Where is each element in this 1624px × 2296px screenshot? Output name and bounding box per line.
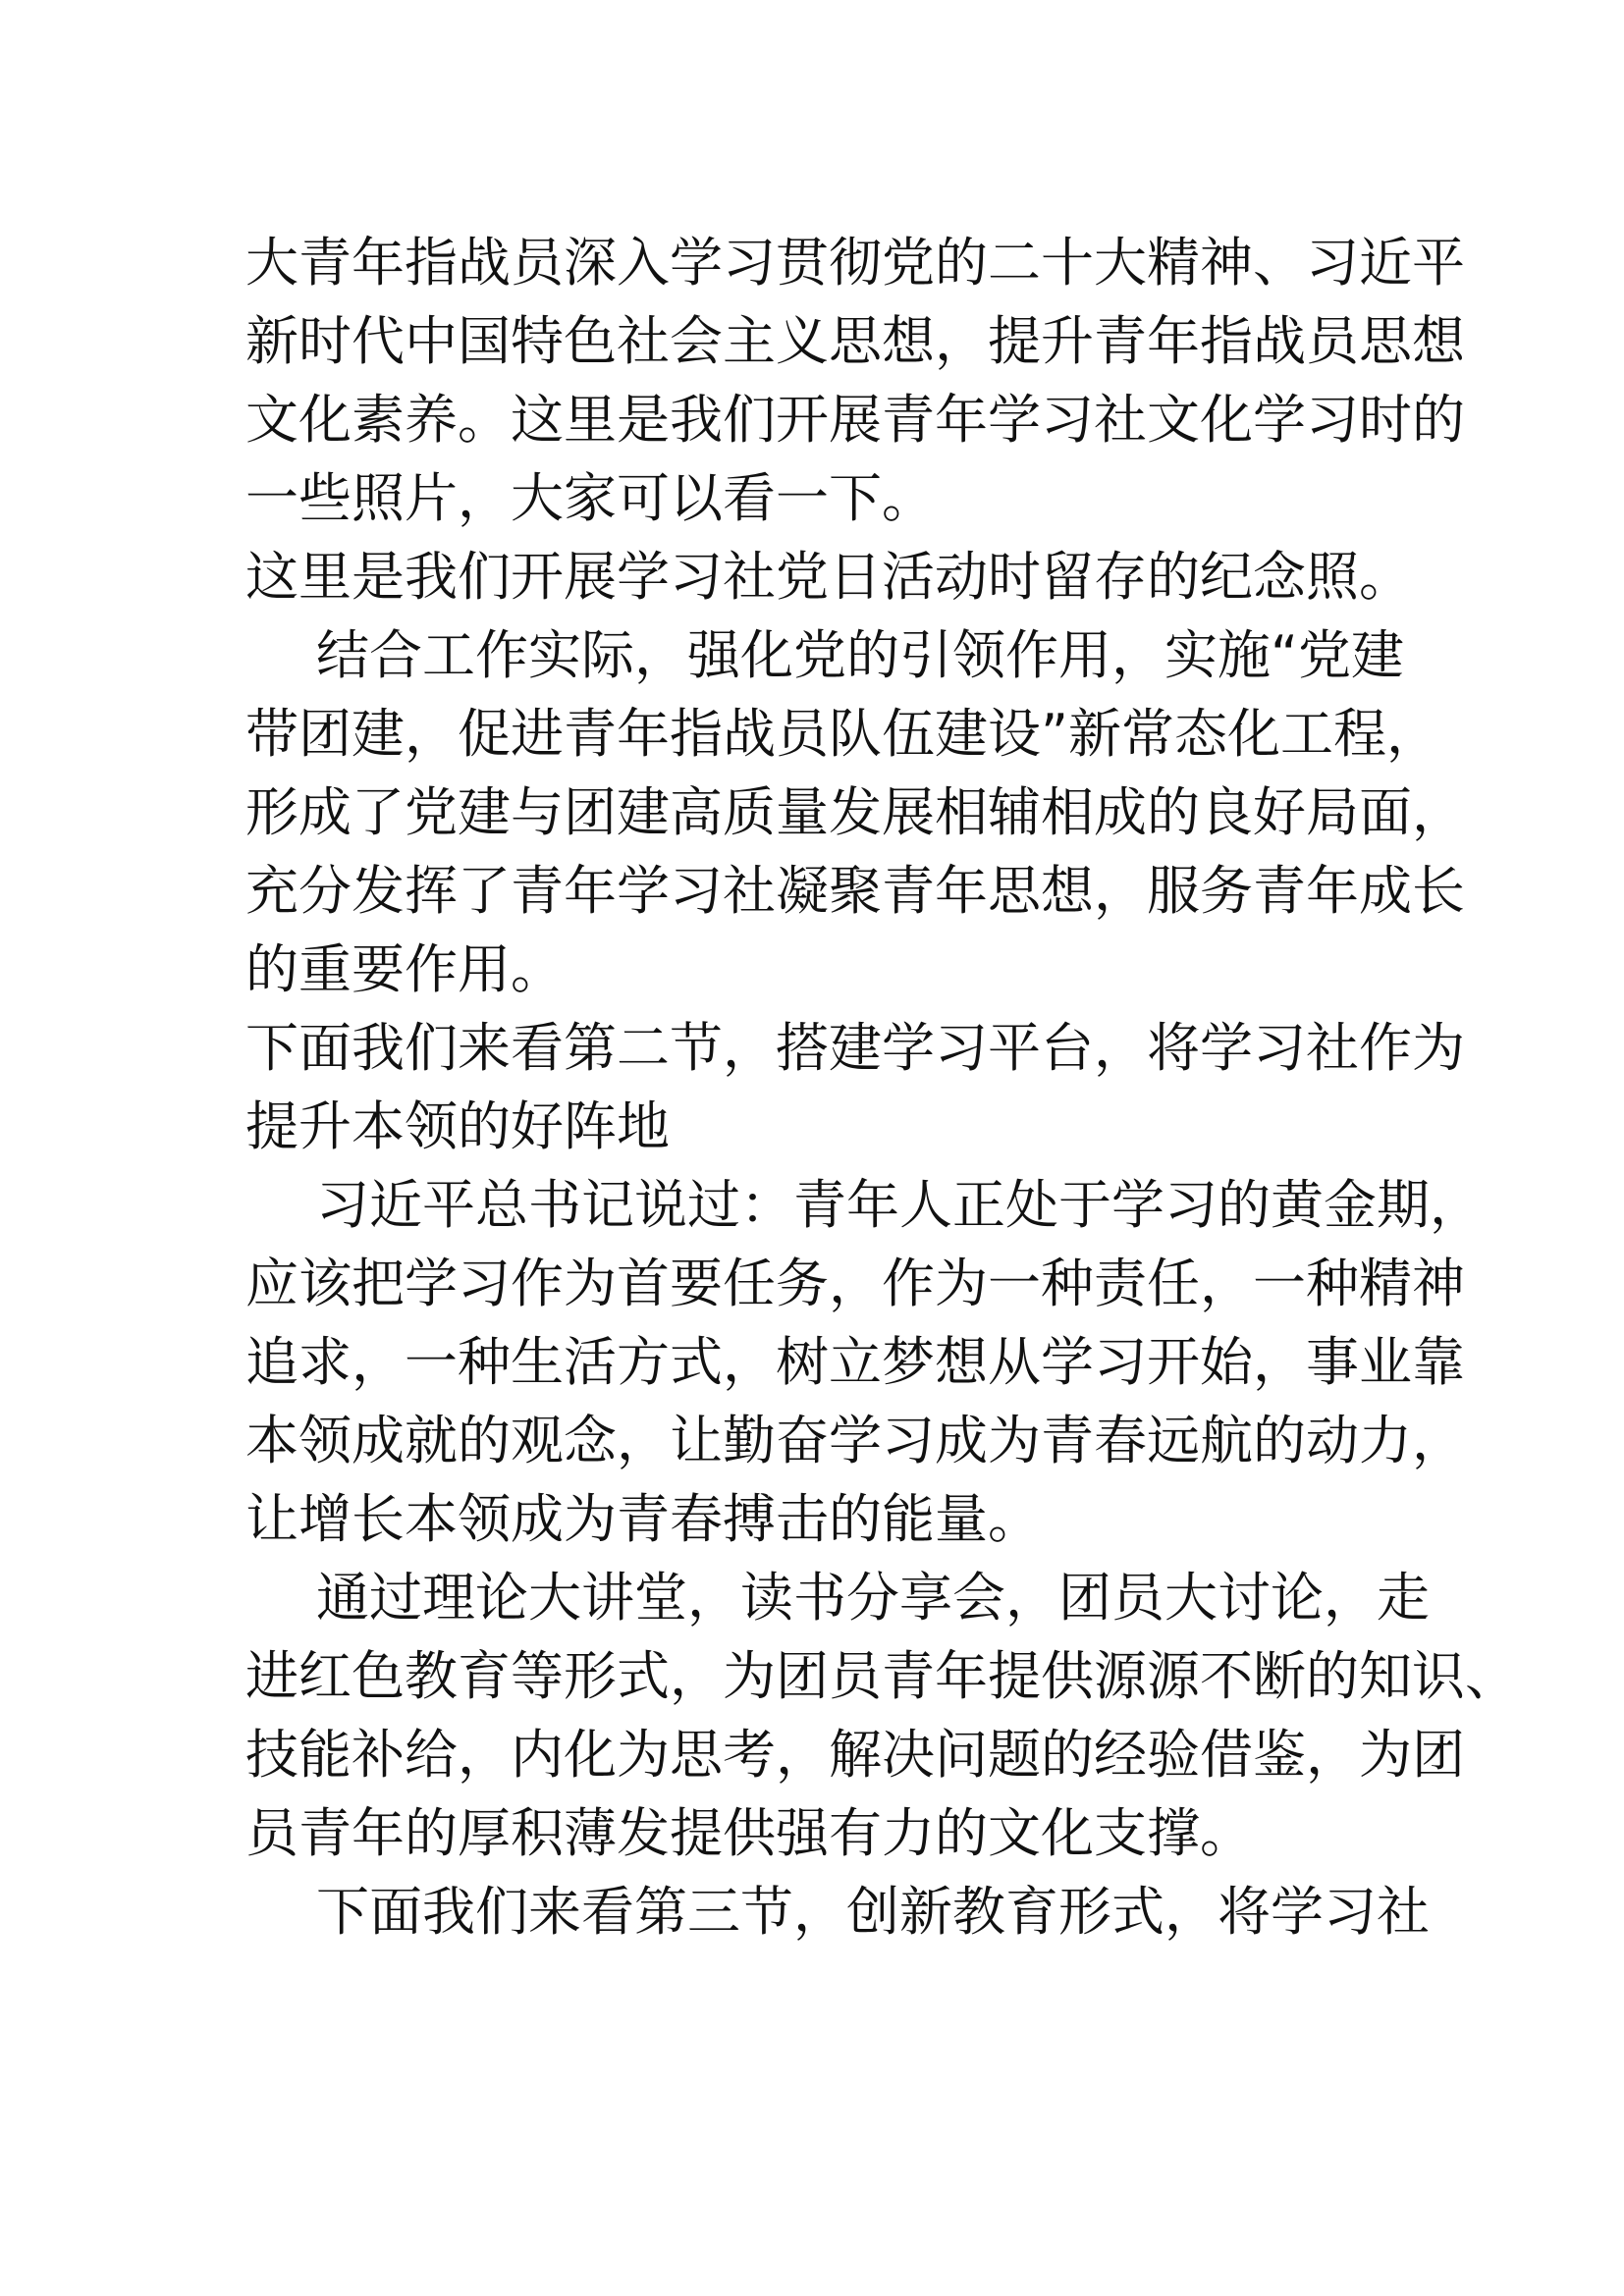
text-line: 员青年的厚积薄发提供强有力的文化支撑。 bbox=[245, 1802, 1253, 1864]
text-line: 让增长本领成为青春搏击的能量。 bbox=[245, 1488, 1041, 1550]
text-line: 这里是我们开展学习社党日活动时留存的纪念照。 bbox=[245, 546, 1412, 608]
text-line: 技能补给，内化为思考，解决问题的经验借鉴，为团 bbox=[245, 1724, 1465, 1786]
text-line: 充分发挥了青年学习社凝聚青年思想，服务青年成长 bbox=[245, 860, 1465, 922]
text-line: 习近平总书记说过：青年人正处于学习的黄金期， bbox=[316, 1174, 1483, 1236]
text-line: 新时代中国特色社会主义思想，提升青年指战员思想 bbox=[245, 310, 1465, 372]
text-line: 下面我们来看第二节，搭建学习平台，将学习社作为 bbox=[245, 1017, 1465, 1079]
paragraph bbox=[245, 1009, 1465, 1166]
text-line: 带团建，促进青年指战员队伍建设”新常态化工程， bbox=[245, 703, 1439, 765]
text-line: 应该把学习作为首要任务，作为一种责任，一种精神 bbox=[245, 1253, 1465, 1314]
text-line: 结合工作实际，强化党的引领作用，实施“党建 bbox=[316, 624, 1404, 686]
body-text bbox=[245, 224, 1518, 1951]
text-line: 通过理论大讲堂，读书分享会，团员大讨论，走 bbox=[316, 1567, 1430, 1629]
paragraph bbox=[245, 1873, 1430, 1951]
paragraph bbox=[245, 538, 1412, 616]
paragraph bbox=[245, 224, 1465, 538]
text-line: 追求，一种生活方式，树立梦想从学习开始，事业靠 bbox=[245, 1331, 1465, 1393]
text-line: 形成了党建与团建高质量发展相辅相成的良好局面， bbox=[245, 781, 1465, 843]
paragraph bbox=[245, 1166, 1483, 1559]
text-line: 下面我们来看第三节，创新教育形式，将学习社 bbox=[316, 1881, 1430, 1943]
text-line: 提升本领的好阵地 bbox=[245, 1095, 670, 1157]
text-line: 的重要作用。 bbox=[245, 938, 564, 1000]
text-line: 一些照片，大家可以看一下。 bbox=[245, 467, 935, 529]
paragraph bbox=[245, 1559, 1518, 1873]
text-line: 大青年指战员深入学习贯彻党的二十大精神、习近平 bbox=[245, 232, 1465, 294]
text-line: 本领成就的观念，让勤奋学习成为青春远航的动力， bbox=[245, 1410, 1465, 1471]
text-line: 文化素养。这里是我们开展青年学习社文化学习时的 bbox=[245, 389, 1465, 451]
paragraph bbox=[245, 616, 1465, 1009]
text-line: 进红色教育等形式，为团员青年提供源源不断的知识、 bbox=[245, 1645, 1518, 1707]
